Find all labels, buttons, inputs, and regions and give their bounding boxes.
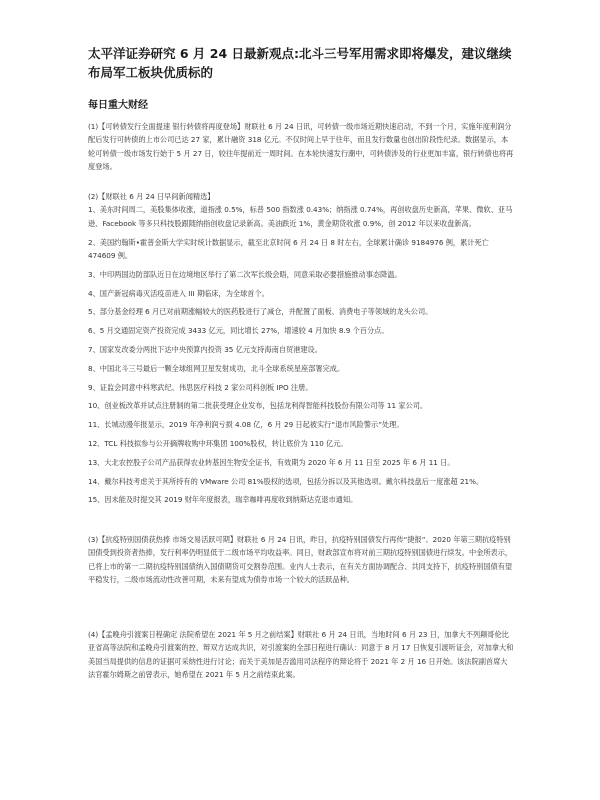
list-item: 4、国产新冠病毒灭活疫苗进入 III 期临床，为全球首个。 [88,288,269,298]
news-item-1-text: (1)【可转债发行全面提速 银行转债将再度登场】财联社 6 月 24 日讯，可转债一级市场近期快速启动，不到一个月，实施年度利润分配后发行可转债的上市公司已达 27 家，累计融资 318 亿元。不仅时间上早于往年，而且发行数量也创出阶段性纪录。数据显示，本轮可转债一级市场发行始于 5 月 27 日，较往年提前近一周时间。在本轮快速发行潮中，可转债涉及的行业更加丰富，银行转债也将再度登场。 [88,122,514,172]
list-item: 3、中印两国边防部队近日在边境地区举行了第二次军长级会晤，同意采取必要措施推动事态降温。 [88,269,402,279]
list-item: 1、美东时间周二，美股集体收涨，道指涨 0.5%，标普 500 指数涨 0.43%；纳指涨 0.74%，再创收盘历史新高，苹果、微软、亚马逊、Facebook 等多只科技股跟随纳指创收盘记录新高。美油跌近 1%，黄金期货收涨 0.9%，创 2012 年以来收盘新高。 [88,205,513,228]
list-item: 12、TCL 科技拟参与公开摘牌收购中环集团 100%股权，转让底价为 110 亿元。 [88,438,348,448]
list-item: 10、创业板改革并试点注册制的第二批获受理企业发布，包括龙利得智能科技股份有限公司等 11 家公司。 [88,401,428,411]
section-heading: 每日重大财经 [88,100,148,111]
news-item-2-header: (2)【财联社 6 月 24 日早间新闻精选】 [88,192,215,201]
list-item: 2、美国约翰斯•霍普金斯大学实时统计数据显示，截至北京时间 6 月 24 日 8 时左右，全球累计确诊 9184976 例，累计死亡 474609 例。 [88,237,489,261]
list-item: 13、大北农控股子公司产品获得农业转基因生物安全证书，有效期为 2020 年 6 月 11 日至 2025 年 6 月 11 日。 [88,457,455,467]
list-item: 8、中国北斗三号最后一颗全球组网卫星发射成功，北斗全球系统星座部署完成。 [88,363,345,373]
news-item-3-text: (3)【抗疫特别国债获热捧 市场交易活跃可期】财联社 6 月 24 日讯，昨日，抗疫特别国债发行再传“捷报”。2020 年第三期抗疫特别国债受到投资者热捧，发行利率仍明显低于二级市场平均收益率。同日，财政部宣布将对前三期抗疫特别国债进行续发。中金所表示，已将上市的第一二期抗疫特别国债纳入国债期货可交割券范围。业内人士表示，在有关方面协调配合、共同支持下，抗疫特别国债有望平稳发行，二级市场流动性改善可期，未来有望成为债券市场一个较大的活跃品种。 [88,535,513,585]
list-item: 5、部分基金经理 6 月已对前期涨幅较大的医药股进行了减仓，并配置了面板、消费电子等领域的龙头公司。 [88,307,433,317]
list-item: 9、证监会同意中科寒武纪、伟思医疗科技 2 家公司科创板 IPO 注册。 [88,382,313,392]
list-item: 14、戴尔科技考虑关于其所持有的 VMware 公司 81%股权的选项，包括分拆以及其他选项。戴尔科技盘后一度涨超 21%。 [88,476,484,486]
document-title: 太平洋证券研究 6 月 24 日最新观点:北斗三号军用需求即将爆发，建议继续布局军工板块优质标的 [88,46,512,80]
news-item-3 [88,533,514,587]
news-item-1 [88,120,514,174]
news-item-4-text: (4)【孟晚舟引渡案日程确定 法院希望在 2021 年 5 月之前结案】财联社 6 月 24 日讯，当地时间 6 月 23 日，加拿大不列颠哥伦比亚省高等法院和孟晚舟引渡案的控、辩双方达成共识，对引渡案的全部日程进行确认：同意于 8 月 17 日恢复引渡听证会，对加拿大和美国当局提供的信息的证据可采纳性进行讨论；而关于美加是否滥用司法程序的辩论将于 2021 年 2 月 16 日开始。该法院副首席大法官霍尔姆斯之前曾表示，她希望在 2021 年 5 月之前结束此案。 [88,630,514,680]
news-item-2 [88,190,514,512]
list-item: 6、5 月交通固定资产投资完成 3433 亿元，同比增长 27%，增速较 4 月加快 8.9 个百分点。 [88,326,389,336]
list-item: 7、国家发改委分两批下达中央预算内投资 35 亿元支持海南自贸港建设。 [88,345,322,354]
news-item-2-list [88,203,514,506]
list-item: 15、因未能及时提交其 2019 财年年度报表，瑞幸咖啡再度收到纳斯达克退市通知。 [88,495,358,505]
news-item-4 [88,628,514,682]
list-item: 11、长城动漫年报显示，2019 年净利润亏损 4.08 亿，6 月 29 日起被实行“退市风险警示”处理。 [88,420,404,430]
